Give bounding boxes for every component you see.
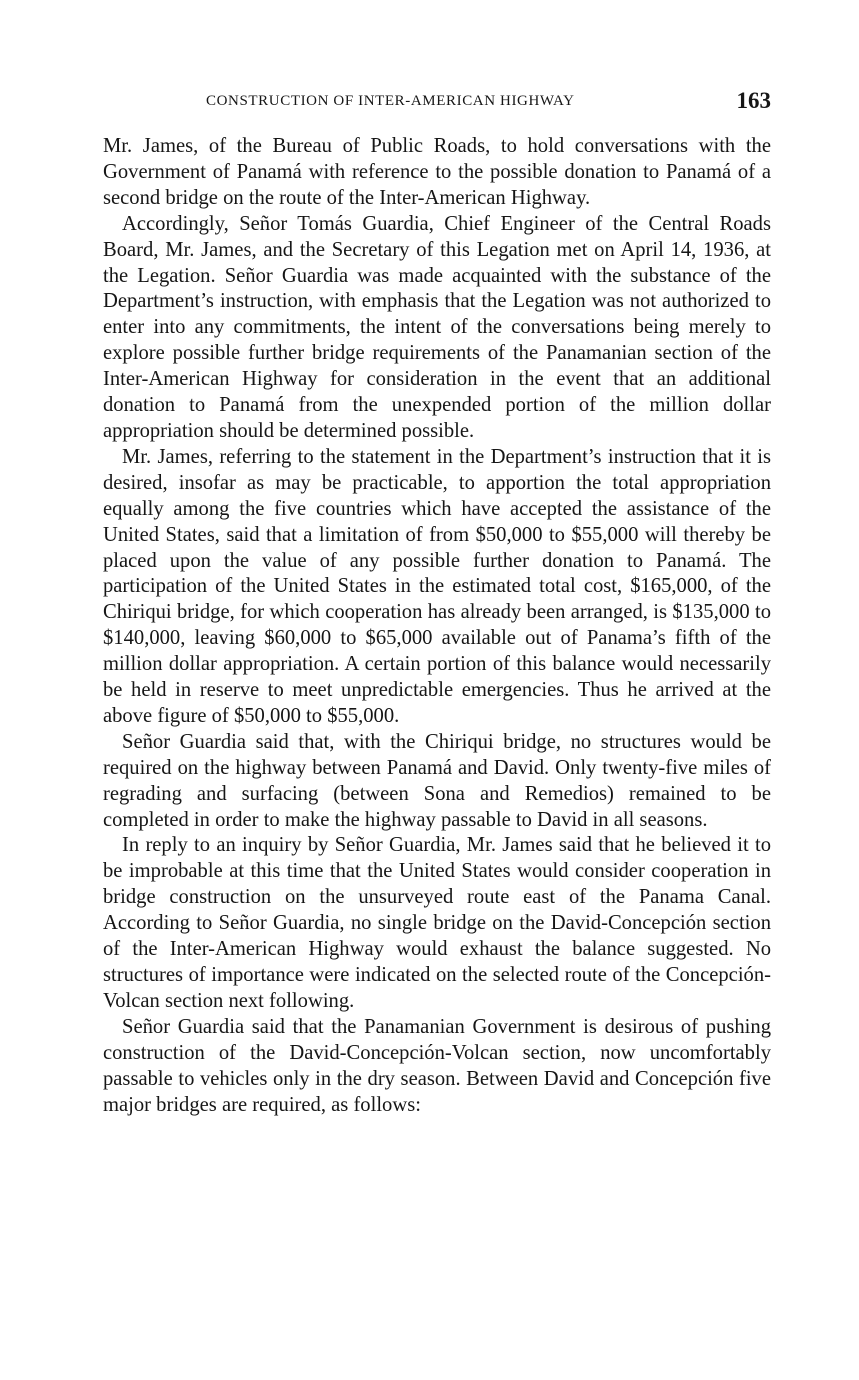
paragraph-construction: Señor Guardia said that the Panamanian Government is desirous of pushing construction of the David-Concepción-Volcan section, now uncomfortably passable to vehicles only in the dry season. Between David and Concepción five major bridges are required, as follows:: [103, 1015, 771, 1116]
paragraph-appropriation: Mr. James, referring to the statement in the Department’s instruction that it is desired, insofar as may be practicable, to apportion the total appropriation equally among the five countries which have accepted the assistance of the United States, said that a limitation of from $50,000 to $55,000 will thereby be placed upon the value of any possible further donation to Panamá. The participation of the United States in the estimated total cost, $165,000, of the Chiriqui bridge, for which cooperation has already been arranged, is $135,000 to $140,000, leaving $60,000 to $65,000 available out of Panama’s fifth of the million dollar appropriation. A certain portion of this balance would necessarily be held in reserve to meet unpredictable emergencies. Thus he arrived at the above figure of $50,000 to $55,000.: [103, 445, 771, 727]
running-title: CONSTRUCTION OF INTER-AMERICAN HIGHWAY: [206, 93, 575, 109]
body-text: [103, 134, 771, 1118]
paragraph-meeting: Accordingly, Señor Tomás Guardia, Chief Engineer of the Central Roads Board, Mr. James, and the Secretary of this Legation met on April 14, 1936, at the Legation. Señor Guardia was made acquainted with the substance of the Department’s instruction, with emphasis that the Legation was not authorized to enter into any commitments, the intent of the conversations being merely to explore possible further bridge requirements of the Panamanian section of the Inter-American Highway for consideration in the event that an additional donation to Panamá from the unexpended portion of the million dollar appropriation should be determined possible.: [103, 212, 771, 442]
paragraph-structures: Señor Guardia said that, with the Chiriqui bridge, no structures would be required on the highway between Panamá and David. Only twenty-five miles of regrading and surfacing (between Sona and Remedios) remained to be completed in order to make the highway passable to David in all seasons.: [103, 730, 771, 831]
page-number: 163: [736, 88, 771, 113]
running-header: [103, 88, 771, 118]
paragraph-continuation: Mr. James, of the Bureau of Public Roads, to hold conversations with the Government of Panamá with reference to the possible donation to Panamá of a second bridge on the route of the Inter-American Highway.: [103, 135, 771, 209]
paragraph-inquiry: In reply to an inquiry by Señor Guardia, Mr. James said that he believed it to be improbable at this time that the United States would consider cooperation in bridge construction on the unsurveyed route east of the Panama Canal. According to Señor Guardia, no single bridge on the David-Concepción section of the Inter-American Highway would exhaust the balance suggested. No structures of importance were indicated on the selected route of the Concepción-Volcan section next following.: [103, 834, 771, 1012]
